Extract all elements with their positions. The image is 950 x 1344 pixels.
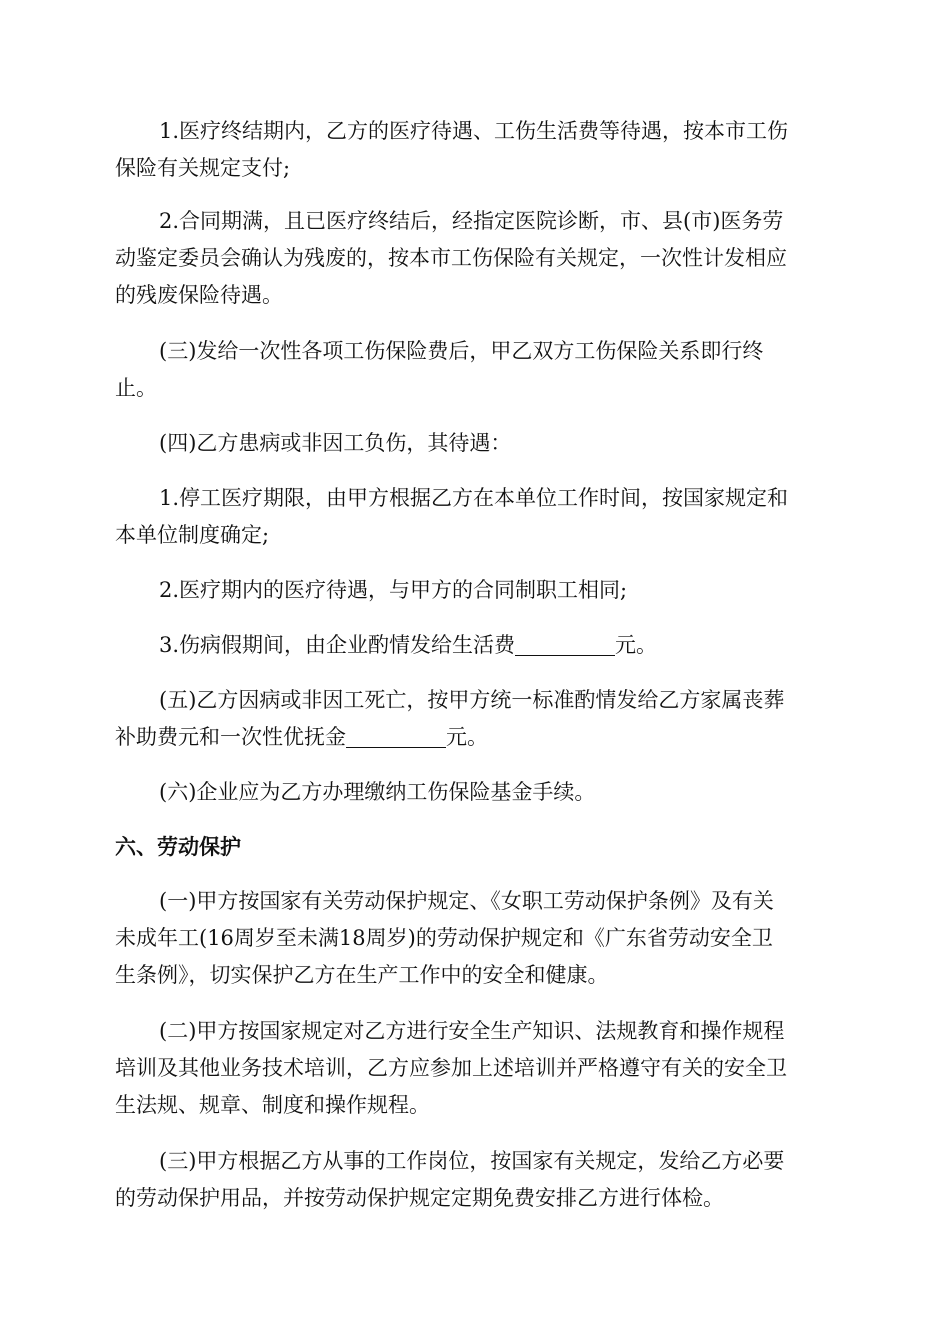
- text-line: (二)甲方按国家规定对乙方进行安全生产知识、法规教育和操作规程: [159, 1019, 785, 1043]
- paragraph-medical-leave-period: [115, 480, 835, 554]
- paragraph-insurance-termination: [115, 333, 835, 407]
- text-line: (三)甲方根据乙方从事的工作岗位，按国家有关规定，发给乙方必要: [159, 1149, 785, 1173]
- fill-in-blank[interactable]: [515, 633, 615, 656]
- text-line: 本单位制度确定;: [115, 523, 270, 547]
- text-line: 保险有关规定支付;: [115, 156, 291, 180]
- text-line: 1.医疗终结期内，乙方的医疗待遇、工伤生活费等待遇，按本市工伤: [159, 119, 789, 143]
- paragraph-protective-equipment: [115, 1143, 835, 1217]
- paragraph-medical-benefits: [115, 572, 835, 609]
- text-line: (四)乙方患病或非因工负伤，其待遇：: [159, 431, 512, 455]
- text-line: 的劳动保护用品，并按劳动保护规定定期免费安排乙方进行体检。: [115, 1186, 724, 1210]
- text-line: (一)甲方按国家有关劳动保护规定、《女职工劳动保护条例》及有关: [159, 889, 774, 913]
- text-line: 生条例》，切实保护乙方在生产工作中的安全和健康。: [115, 963, 609, 987]
- heading-text: 六、劳动保护: [115, 835, 241, 859]
- text-line: (五)乙方因病或非因工死亡，按甲方统一标准酌情发给乙方家属丧葬: [159, 688, 785, 712]
- text-line: (三)发给一次性各项工伤保险费后，甲乙双方工伤保险关系即行终: [159, 339, 764, 363]
- text-segment: 元。: [446, 725, 488, 749]
- text-segment: 补助费元和一次性优抚金: [115, 725, 346, 749]
- paragraph-safety-training: [115, 1013, 835, 1124]
- paragraph-insurance-fund: [115, 774, 835, 811]
- paragraph-illness-treatment: [115, 425, 835, 462]
- paragraph-death-benefits: [115, 682, 835, 756]
- text-line: 2.医疗期内的医疗待遇，与甲方的合同制职工相同;: [159, 578, 628, 602]
- paragraph-sick-leave-allowance: [115, 627, 835, 664]
- fill-in-blank[interactable]: [346, 725, 446, 748]
- text-line: 1.停工医疗期限，由甲方根据乙方在本单位工作时间，按国家规定和: [159, 486, 789, 510]
- text-line: 培训及其他业务技术培训，乙方应参加上述培训并严格遵守有关的安全卫: [115, 1056, 787, 1080]
- text-line: [115, 719, 835, 756]
- paragraph-medical-termination: [115, 113, 835, 187]
- text-line: 动鉴定委员会确认为残废的，按本市工伤保险有关规定，一次性计发相应: [115, 246, 787, 270]
- section-heading: [115, 829, 835, 866]
- text-line: 2.合同期满，且已医疗终结后，经指定医院诊断，市、县(市)医务劳: [159, 209, 784, 233]
- text-line: 的残废保险待遇。: [115, 283, 283, 307]
- text-line: 生法规、规章、制度和操作规程。: [115, 1093, 430, 1117]
- text-line: 止。: [115, 376, 157, 400]
- text-line: (六)企业应为乙方办理缴纳工伤保险基金手续。: [159, 780, 596, 804]
- paragraph-contract-expiry: [115, 203, 835, 314]
- paragraph-labor-protection-regulations: [115, 883, 835, 994]
- text-line: 未成年工(16周岁至未满18周岁)的劳动保护规定和《广东省劳动安全卫: [115, 926, 773, 950]
- text-line: [115, 627, 835, 664]
- text-segment: 元。: [615, 633, 658, 657]
- text-segment: 3.伤病假期间，由企业酌情发给生活费: [159, 633, 516, 657]
